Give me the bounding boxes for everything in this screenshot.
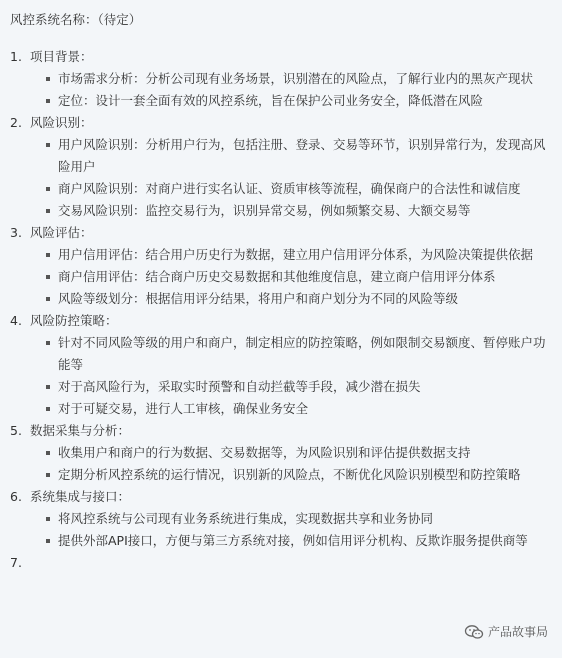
section-number: 7. bbox=[10, 555, 22, 570]
section bbox=[10, 310, 552, 420]
bullet-icon bbox=[46, 385, 50, 389]
list-item: 用户信用评估：结合用户历史行为数据，建立用户信用评分体系，为风险决策提供依据 bbox=[46, 244, 552, 266]
document-title: 风控系统名称：（待定） bbox=[10, 12, 142, 27]
bullet-icon bbox=[46, 297, 50, 301]
watermark-text: 产品故事局 bbox=[487, 625, 548, 639]
section bbox=[10, 486, 552, 552]
list-item: 对于高风险行为，采取实时预警和自动拦截等手段，减少潜在损失 bbox=[46, 376, 552, 398]
section-number: 1. bbox=[10, 49, 22, 64]
bullet-list bbox=[10, 68, 552, 112]
bullet-list bbox=[10, 508, 552, 552]
bullet-icon bbox=[46, 77, 50, 81]
bullet-list bbox=[10, 332, 552, 420]
section bbox=[10, 420, 552, 486]
section-list bbox=[10, 46, 552, 574]
section bbox=[10, 222, 552, 310]
section-number: 2. bbox=[10, 115, 22, 130]
section-heading bbox=[10, 420, 552, 442]
section-heading-text: 风险评估： bbox=[30, 225, 93, 240]
bullet-list bbox=[10, 244, 552, 310]
section-heading bbox=[10, 486, 552, 508]
section bbox=[10, 552, 552, 574]
bullet-icon bbox=[46, 407, 50, 411]
section-heading bbox=[10, 112, 552, 134]
list-item: 对于可疑交易，进行人工审核，确保业务安全 bbox=[46, 398, 552, 420]
bullet-icon bbox=[46, 341, 50, 345]
bullet-icon bbox=[46, 253, 50, 257]
section-number: 3. bbox=[10, 225, 22, 240]
list-item: 将风控系统与公司现有业务系统进行集成，实现数据共享和业务协同 bbox=[46, 508, 552, 530]
bullet-icon bbox=[46, 187, 50, 191]
list-item: 市场需求分析：分析公司现有业务场景，识别潜在的风险点，了解行业内的黑灰产现状 bbox=[46, 68, 552, 90]
list-item: 定期分析风控系统的运行情况，识别新的风险点，不断优化风险识别模型和防控策略 bbox=[46, 464, 552, 486]
bullet-icon bbox=[46, 473, 50, 477]
section-heading bbox=[10, 222, 552, 244]
list-item: 用户风险识别：分析用户行为，包括注册、登录、交易等环节，识别异常行为，发现高风险用户 bbox=[46, 134, 552, 178]
list-item: 交易风险识别：监控交易行为，识别异常交易，例如频繁交易、大额交易等 bbox=[46, 200, 552, 222]
list-item: 商户风险识别：对商户进行实名认证、资质审核等流程，确保商户的合法性和诚信度 bbox=[46, 178, 552, 200]
bullet-icon bbox=[46, 539, 50, 543]
section-heading-text: 项目背景： bbox=[30, 49, 93, 64]
section-number: 5. bbox=[10, 423, 22, 438]
section bbox=[10, 112, 552, 222]
list-item: 针对不同风险等级的用户和商户，制定相应的防控策略，例如限制交易额度、暂停账户功能等 bbox=[46, 332, 552, 376]
list-item: 收集用户和商户的行为数据、交易数据等，为风险识别和评估提供数据支持 bbox=[46, 442, 552, 464]
section-heading bbox=[10, 46, 552, 68]
bullet-list bbox=[10, 134, 552, 222]
section-heading-text: 数据采集与分析： bbox=[30, 423, 131, 438]
section-heading bbox=[10, 310, 552, 332]
bullet-icon bbox=[46, 275, 50, 279]
bullet-icon bbox=[46, 517, 50, 521]
wechat-icon bbox=[464, 624, 484, 640]
bullet-icon bbox=[46, 451, 50, 455]
section-number: 4. bbox=[10, 313, 22, 328]
list-item: 商户信用评估：结合商户历史交易数据和其他维度信息，建立商户信用评分体系 bbox=[46, 266, 552, 288]
list-item: 定位：设计一套全面有效的风控系统，旨在保护公司业务安全，降低潜在风险 bbox=[46, 90, 552, 112]
bullet-icon bbox=[46, 99, 50, 103]
section-heading-text: 风险识别： bbox=[30, 115, 93, 130]
section-heading-text: 系统集成与接口： bbox=[30, 489, 131, 504]
bullet-icon bbox=[46, 209, 50, 213]
list-item: 风险等级划分：根据信用评分结果，将用户和商户划分为不同的风险等级 bbox=[46, 288, 552, 310]
section bbox=[10, 46, 552, 112]
bullet-icon bbox=[46, 143, 50, 147]
section-heading-text: 风险防控策略： bbox=[30, 313, 118, 328]
watermark bbox=[464, 623, 548, 640]
bullet-list bbox=[10, 442, 552, 486]
list-item: 提供外部API接口，方便与第三方系统对接，例如信用评分机构、反欺诈服务提供商等 bbox=[46, 530, 552, 552]
section-number: 6. bbox=[10, 489, 22, 504]
